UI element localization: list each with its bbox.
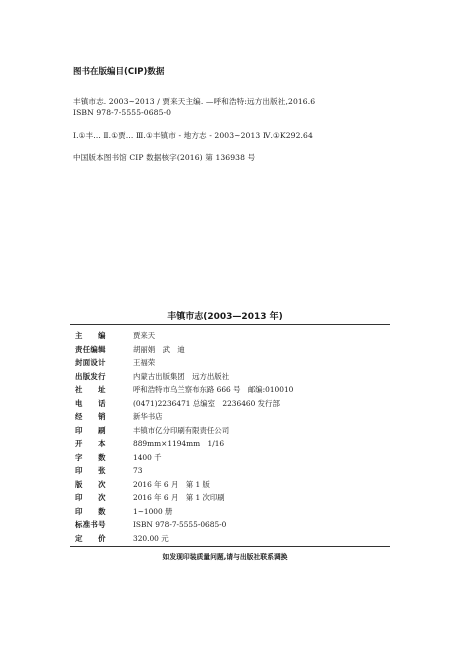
- bottom-rule: [70, 546, 390, 547]
- row-label: 经 销: [75, 412, 106, 421]
- row-value: 胡丽娟 武 迪: [133, 344, 185, 354]
- colophon-row: [75, 330, 155, 341]
- row-label: 定 价: [75, 533, 106, 543]
- row-value: 1~1000 册: [133, 506, 173, 516]
- colophon-row: [75, 438, 224, 449]
- row-label: 主 编: [75, 331, 106, 340]
- cip-line-3: Ⅰ.①丰… Ⅱ.①贾… Ⅲ.①丰镇市 - 地方志 - 2003~2013 Ⅳ.①K292.64: [73, 131, 313, 140]
- colophon-row: [75, 398, 280, 409]
- row-value: 73: [133, 466, 143, 475]
- row-label: 开 本: [75, 439, 106, 448]
- row-label: 字 数: [75, 452, 106, 462]
- top-rule: [70, 324, 390, 325]
- cip-line-1: 丰镇市志. 2003~2013 / 贾来天主编. —呼和浩特:远方出版社,2016.6: [73, 97, 316, 106]
- row-value: ISBN 978-7-5555-0685-0: [133, 520, 227, 529]
- row-value: 王福荣: [133, 358, 156, 367]
- cip-line-4: 中国版本图书馆 CIP 数据核字(2016) 第 136938 号: [73, 153, 256, 162]
- row-label: 标准书号: [75, 520, 106, 529]
- colophon-row: [75, 344, 185, 355]
- row-label: 社 址: [75, 385, 106, 394]
- row-value: 新华书店: [133, 412, 163, 421]
- row-value: 2016 年 6 月 第 1 次印刷: [133, 493, 225, 502]
- cip-heading: 图书在版编目(CIP)数据: [73, 67, 165, 77]
- row-label: 版 次: [75, 479, 106, 489]
- colophon-row: [75, 479, 210, 490]
- row-value: (0471)2236471 总编室 2236460 发行部: [133, 398, 280, 408]
- colophon-row: [75, 425, 229, 436]
- row-value: 内蒙古出版集团 远方出版社: [133, 371, 230, 381]
- row-value: 丰镇市亿分印刷有限责任公司: [133, 425, 230, 435]
- row-value: 呼和浩特市乌兰察布东路 666 号 邮编:010010: [133, 385, 294, 394]
- colophon-row: [75, 492, 225, 503]
- colophon-row: [75, 533, 169, 544]
- row-label: 电 话: [75, 398, 106, 408]
- colophon-row: [75, 384, 293, 395]
- row-label: 封面设计: [75, 358, 106, 367]
- row-label: 印 张: [75, 466, 106, 475]
- colophon-row: [75, 371, 229, 382]
- colophon-row: [75, 411, 163, 422]
- colophon-row: [75, 357, 155, 368]
- footer-note: 如发现印装质量问题,请与出版社联系调换: [162, 553, 288, 561]
- row-label: 印 次: [75, 493, 106, 502]
- colophon-row: [75, 465, 142, 476]
- row-label: 印 刷: [75, 425, 106, 435]
- cip-line-2: ISBN 978-7-5555-0685-0: [73, 108, 172, 117]
- row-label: 责任编辑: [75, 344, 106, 354]
- colophon-row: [75, 452, 162, 463]
- book-title: 丰镇市志(2003—2013 年): [167, 312, 283, 322]
- row-label: 出版发行: [75, 371, 106, 381]
- colophon-row: [75, 506, 172, 517]
- row-value: 2016 年 6 月 第 1 版: [133, 479, 210, 489]
- row-label: 印 数: [75, 506, 106, 516]
- colophon-row: [75, 519, 226, 530]
- row-value: 贾来天: [133, 331, 156, 340]
- row-value: 889mm×1194mm 1/16: [133, 439, 225, 448]
- row-value: 320.00 元: [133, 533, 169, 543]
- row-value: 1400 千: [133, 452, 162, 462]
